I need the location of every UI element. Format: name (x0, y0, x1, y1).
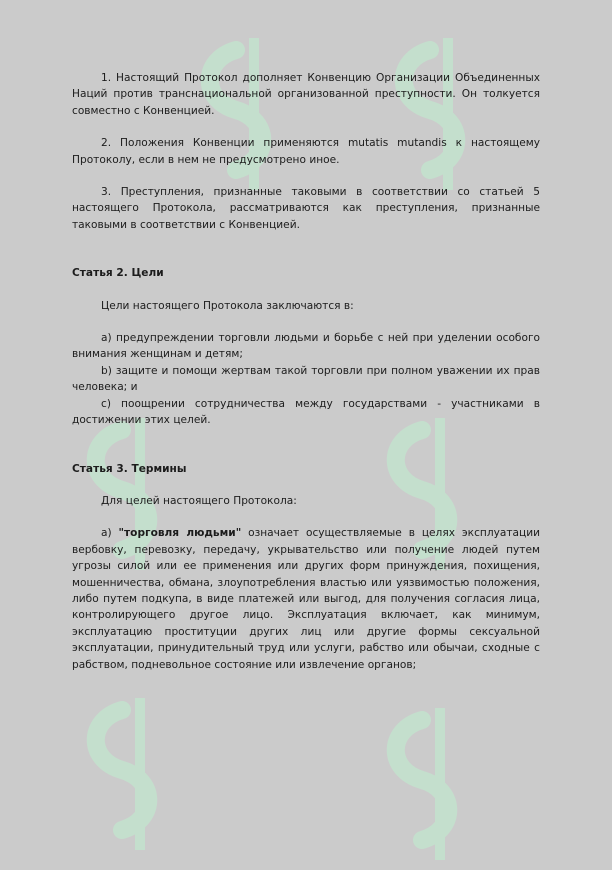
watermark-logo-icon (82, 690, 192, 860)
intro-paragraph-2: 2. Положения Конвенции применяются mutatis mutandis к настоящему Протоколу, если в нем не предусмотрено иное. (72, 137, 540, 166)
article-2-item-b: b) защите и помощи жертвам такой торговли при полном уважении их прав человека; и (72, 364, 540, 394)
intro-paragraph-1: 1. Настоящий Протокол дополняет Конвенцию Организации Объединенных Наций против транснациональной организованной преступности. Он толкуется совместно с Конвенцией. (72, 72, 540, 117)
article-2-heading: Статья 2. Цели (72, 267, 164, 280)
watermark-logo-icon (382, 700, 492, 870)
item-a-prefix: а) (101, 527, 119, 540)
article-2-lead: Цели настоящего Протокола заключаются в: (101, 299, 354, 312)
article-2-item-a: а) предупреждении торговли людьми и борьбе с ней при уделении особого внимания женщинам и детям; (72, 332, 540, 361)
article-3-item-a (72, 525, 540, 673)
intro-paragraph-3: 3. Преступления, признанные таковыми в соответствии со статьей 5 настоящего Протокола, рассматриваются как преступления, признанные таковыми в соответствии с Конвенцией. (72, 186, 540, 231)
term-human-trafficking: "торговля людьми" (118, 527, 242, 540)
article-3-lead: Для целей настоящего Протокола: (101, 494, 297, 507)
item-a-definition: означает осуществляемые в целях эксплуатации вербовку, перевозку, передачу, укрывательство или получение людей путем угрозы силой или ее применения или других форм принуждения, похищения, мошенничества, обмана, злоупотребления властью или уязвимостью положения, либо путем подкупа, в виде платежей или выгод, для получения согласия лица, контролирующего другое лицо. Эксплуатация включает, как минимум, эксплуатацию проституции других лиц или другие формы сексуальной эксплуатации, принудительный труд или услуги, рабство или обычаи, сходные с рабством, подневольное состояние или извлечение органов; (72, 527, 540, 671)
article-2-item-c: с) поощрении сотрудничества между государствами - участниками в достижении этих целей. (72, 397, 540, 427)
document-body (72, 70, 540, 673)
article-3-heading: Статья 3. Термины (72, 462, 187, 475)
